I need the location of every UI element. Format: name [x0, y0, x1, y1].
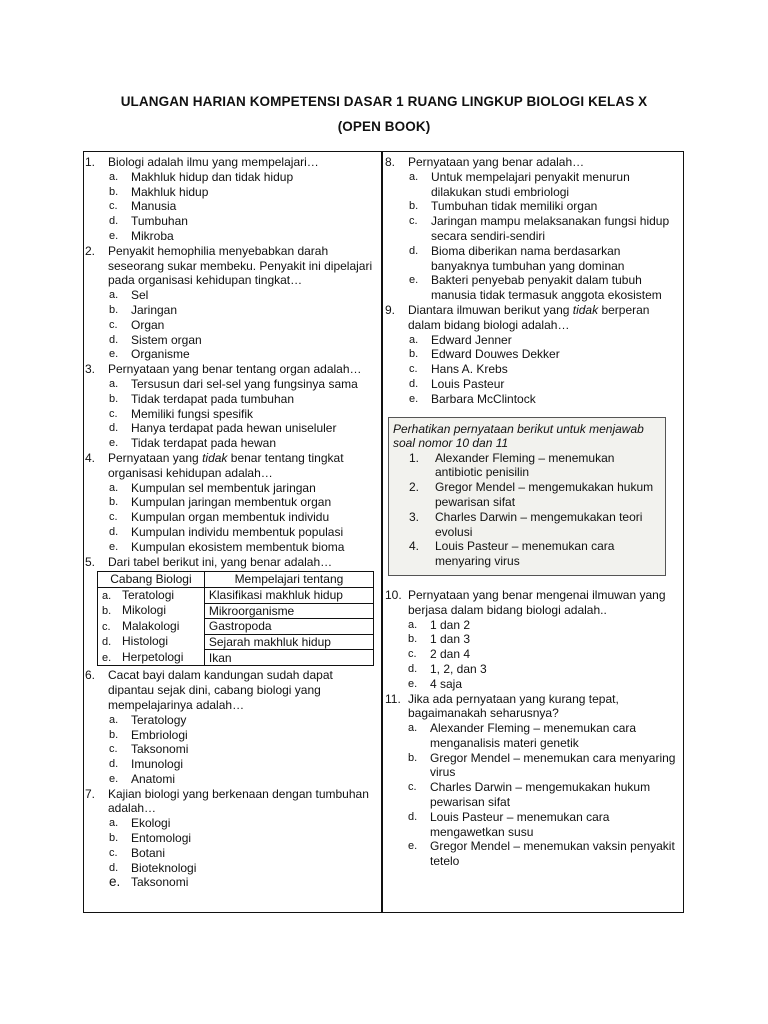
option-1d: [85, 214, 377, 229]
option-letter: d.: [409, 377, 419, 390]
option-text: Entomologi: [131, 831, 192, 846]
option-text: Edward Jenner: [431, 332, 512, 347]
option-text: 1, 2, dan 3: [430, 661, 487, 676]
option-4d: [85, 525, 377, 540]
option-letter: c.: [109, 846, 118, 859]
option-letter: d.: [408, 810, 418, 823]
option-text: Makhluk hidup dan tidak hidup: [131, 169, 294, 184]
option-letter: e.: [109, 540, 119, 553]
option-10a: [385, 618, 681, 633]
question-number: 8.: [385, 155, 396, 169]
question-number: 3.: [85, 362, 96, 377]
question-5: [85, 555, 377, 570]
note-item: [393, 480, 661, 510]
option-1c: [85, 199, 377, 214]
option-text: Edward Douwes Dekker: [431, 347, 560, 362]
option-10b: [385, 632, 681, 647]
note-item: [393, 510, 661, 540]
option-text: Untuk mempelajari penyakit menurun dilakukan studi embriologi: [431, 169, 630, 199]
option-2d: [85, 333, 377, 348]
option-4c: [85, 510, 377, 525]
question-text: Pernyataan yang benar adalah…: [408, 155, 585, 169]
option-letter: a.: [408, 722, 418, 735]
question-text: Biologi adalah ilmu yang mempelajari…: [108, 155, 319, 169]
note-text: Gregor Mendel – mengemukakan hukum pewarisan sifat: [435, 480, 654, 509]
option-1a: [85, 170, 377, 185]
option-letter: b.: [102, 605, 112, 618]
option-4a: [85, 481, 377, 496]
table-cell-study: Mikroorganisme: [204, 603, 373, 619]
option-letter: d.: [109, 861, 119, 874]
option-text: Imunologi: [131, 757, 184, 772]
option-text: Hanya terdapat pada hewan uniseluler: [131, 421, 337, 436]
question-2: [85, 244, 377, 288]
option-letter: a.: [109, 713, 119, 726]
option-10c: [385, 647, 681, 662]
option-text: Gregor Mendel – menemukan cara menyaring virus: [430, 750, 676, 780]
option-2e: [85, 347, 377, 362]
note-item: [393, 539, 661, 569]
option-2a: [85, 288, 377, 303]
table-cell-study: Klasifikasi makhluk hidup: [204, 587, 373, 603]
question-number: 6.: [85, 668, 96, 683]
option-text: Makhluk hidup: [131, 184, 209, 199]
note-item: [393, 451, 661, 481]
option-text: Taksonomi: [131, 742, 189, 757]
table-header: Cabang Biologi: [98, 572, 205, 588]
option-letter: a.: [408, 618, 418, 631]
option-letter: a.: [109, 817, 119, 830]
option-9e: [385, 392, 681, 407]
option-letter: c.: [109, 511, 118, 524]
option-9c: [385, 362, 681, 377]
note-number: 1.: [409, 450, 420, 465]
question-6: [85, 668, 377, 712]
option-text: Louis Pasteur: [431, 376, 505, 391]
table-cell-study: Ikan: [204, 650, 373, 666]
option-letter: a.: [109, 289, 119, 302]
option-text: Bakteri penyebab penyakit dalam tubuh manusia tidak termasuk anggota ekosistem: [431, 273, 662, 303]
text-before: Pernyataan yang: [108, 450, 203, 465]
option-8d: [385, 244, 681, 274]
table-cell-study: Sejarah makhluk hidup: [204, 634, 373, 650]
option-letter: c.: [109, 743, 118, 756]
option-letter: d.: [109, 333, 119, 346]
exam-subtitle: (OPEN BOOK): [337, 119, 431, 134]
option-letter: c.: [409, 215, 418, 228]
option-6a: [85, 713, 377, 728]
question-number: 11.: [385, 691, 401, 706]
option-text: Tersusun dari sel-sel yang fungsinya sama: [131, 376, 358, 391]
option-letter: e.: [409, 274, 419, 287]
option-letter: b.: [109, 185, 119, 198]
option-text: Louis Pasteur – menemukan cara mengawetkan susu: [430, 809, 610, 839]
option-letter: c.: [109, 200, 118, 213]
branch-name: Herpetologi: [122, 649, 184, 664]
option-4e: [85, 540, 377, 555]
question-text: Dari tabel berikut ini, yang benar adalah…: [108, 554, 333, 569]
option-letter: a.: [409, 170, 419, 183]
option-7b: [85, 831, 377, 846]
option-7e: [85, 875, 377, 890]
option-10e: [385, 677, 681, 692]
question-text: [108, 451, 377, 481]
table-row: [98, 619, 374, 635]
question-number: 9.: [385, 302, 396, 317]
option-text: Mikroba: [131, 228, 174, 243]
option-text: Jaringan: [131, 302, 178, 317]
note-text: Alexander Fleming – menemukan antibiotic penisilin: [435, 450, 615, 480]
option-1b: [85, 185, 377, 200]
question-text: [408, 303, 681, 333]
option-letter: e.: [109, 874, 121, 890]
option-letter: d.: [409, 244, 419, 257]
option-8e: [385, 273, 681, 303]
option-text: Jaringan mampu melaksanakan fungsi hidup secara sendiri-sendiri: [431, 214, 670, 243]
option-letter: b.: [109, 728, 119, 741]
option-letter: c.: [408, 781, 417, 794]
question-4: [85, 451, 377, 481]
option-text: Ekologi: [131, 816, 171, 831]
option-letter: d.: [109, 525, 119, 538]
option-letter: e.: [409, 392, 419, 405]
option-6d: [85, 757, 377, 772]
table-row: [98, 650, 374, 666]
table-cell-branch: [98, 650, 205, 666]
option-text: 1 dan 3: [430, 632, 471, 647]
option-text: Bioma diberikan nama berdasarkan banyaknya tumbuhan yang dominan: [431, 243, 625, 273]
table-cell-study: Gastropoda: [204, 619, 373, 635]
table-row: [98, 587, 374, 603]
option-text: Tidak terdapat pada hewan: [131, 436, 276, 451]
option-text: Teratology: [131, 712, 187, 727]
option-1e: [85, 229, 377, 244]
option-text: 2 dan 4: [430, 647, 471, 662]
option-8b: [385, 199, 681, 214]
option-letter: e.: [408, 677, 418, 690]
option-text: Kumpulan jaringan membentuk organ: [131, 495, 332, 510]
option-text: Tumbuhan: [131, 214, 188, 229]
question-number: 1.: [85, 155, 96, 169]
note-title: Perhatikan pernyataan berikut untuk menjawab soal nomor 10 dan 11: [393, 421, 644, 451]
option-letter: e.: [109, 229, 119, 242]
question-text: Cacat bayi dalam kandungan sudah dapat dipantau sejak dini, cabang biologi yang mempelajarinya adalah…: [108, 668, 333, 712]
option-text: Charles Darwin – mengemukakan hukum pewarisan sifat: [430, 780, 651, 810]
question-number: 10.: [385, 587, 402, 602]
option-letter: b.: [109, 832, 119, 845]
question-1: [85, 155, 377, 170]
option-letter: a.: [409, 333, 419, 346]
note-text: Charles Darwin – mengemukakan teori evolusi: [435, 509, 643, 539]
question-text: Kajian biologi yang berkenaan dengan tumbuhan adalah…: [108, 786, 369, 816]
question-number: 7.: [85, 786, 96, 801]
option-letter: c.: [109, 318, 118, 331]
option-letter: e.: [109, 772, 119, 785]
option-letter: c.: [409, 363, 418, 376]
option-text: Organ: [131, 317, 165, 332]
option-letter: d.: [109, 215, 119, 228]
option-letter: d.: [109, 422, 119, 435]
table-cell-branch: [98, 587, 205, 603]
option-text: Kumpulan ekosistem membentuk bioma: [131, 539, 345, 554]
option-11d: [385, 810, 681, 840]
note-number: 3.: [409, 509, 420, 524]
option-6c: [85, 742, 377, 757]
note-text: Louis Pasteur – menemukan cara menyaring virus: [435, 539, 615, 569]
option-letter: d.: [102, 636, 112, 649]
option-text: Sistem organ: [131, 332, 202, 347]
option-text: 4 saja: [430, 676, 463, 691]
option-text: Memiliki fungsi spesifik: [131, 406, 254, 421]
option-letter: b.: [408, 633, 418, 646]
branch-name: Malakologi: [122, 618, 180, 633]
option-text: Gregor Mendel – menemukan vaksin penyakit tetelo: [430, 839, 675, 869]
option-9a: [385, 333, 681, 348]
option-letter: e.: [109, 437, 119, 450]
question-text: Penyakit hemophilia menyebabkan darah seseorang sukar membeku. Penyakit ini dipelajari pada organisasi kehidupan tingkat…: [108, 243, 373, 288]
option-letter: d.: [109, 758, 119, 771]
text-after: berperan dalam bidang biologi adalah…: [408, 302, 650, 332]
question-9: [385, 303, 681, 333]
option-7d: [85, 861, 377, 876]
option-11c: [385, 780, 681, 810]
text-after: benar tentang tingkat organisasi kehidupan adalah…: [108, 450, 344, 480]
option-letter: c.: [102, 620, 111, 633]
option-6e: [85, 772, 377, 787]
option-letter: b.: [409, 200, 419, 213]
branch-name: Histologi: [122, 634, 169, 649]
option-letter: a.: [109, 481, 119, 494]
table-header-row: [98, 572, 374, 588]
question-number: 2.: [85, 243, 96, 258]
option-text: Kumpulan organ membentuk individu: [131, 510, 330, 525]
option-10d: [385, 662, 681, 677]
option-2c: [85, 318, 377, 333]
option-8a: [385, 170, 681, 200]
option-11b: [385, 751, 681, 781]
option-letter: b.: [408, 751, 418, 764]
option-text: Barbara McClintock: [431, 391, 536, 406]
option-text: Tidak terdapat pada tumbuhan: [131, 391, 295, 406]
option-letter: b.: [109, 392, 119, 405]
branch-name: Teratologi: [122, 587, 175, 602]
option-text: Taksonomi: [131, 875, 189, 890]
question-text: Pernyataan yang benar mengenai ilmuwan yang berjasa dalam bidang biologi adalah..: [408, 587, 666, 617]
option-6b: [85, 728, 377, 743]
option-7a: [85, 816, 377, 831]
table-row: [98, 634, 374, 650]
option-9b: [385, 347, 681, 362]
option-letter: c.: [408, 648, 417, 661]
question-8: [385, 155, 681, 170]
option-3b: [85, 392, 377, 407]
option-letter: a.: [109, 170, 119, 183]
table-header: Mempelajari tentang: [204, 572, 373, 588]
emphasis-word: tidak: [202, 450, 228, 465]
option-4b: [85, 495, 377, 510]
option-letter: b.: [109, 496, 119, 509]
option-letter: e.: [109, 348, 119, 361]
option-text: Alexander Fleming – menemukan cara menganalisis materi genetik: [430, 721, 637, 750]
table-cell-branch: [98, 603, 205, 619]
option-text: Embriologi: [131, 727, 188, 742]
column-divider: [381, 151, 383, 913]
table-cell-branch: [98, 634, 205, 650]
option-letter: b.: [409, 348, 419, 361]
option-8c: [385, 214, 681, 244]
question-11: [385, 692, 681, 722]
option-text: Tumbuhan tidak memiliki organ: [431, 199, 598, 214]
option-11a: [385, 721, 681, 751]
option-2b: [85, 303, 377, 318]
branch-name: Mikologi: [122, 603, 167, 618]
emphasis-word: tidak: [572, 302, 599, 317]
question-3: [85, 362, 377, 377]
question-10: [385, 588, 681, 618]
option-letter: d.: [408, 662, 418, 675]
biology-branch-table: [97, 571, 374, 666]
option-9d: [385, 377, 681, 392]
option-text: Kumpulan sel membentuk jaringan: [131, 480, 316, 495]
question-text: Jika ada pernyataan yang kurang tepat, bagaimanakah seharusnya?: [408, 691, 619, 721]
note-number: 4.: [409, 539, 420, 554]
table-cell-branch: [98, 619, 205, 635]
option-7c: [85, 846, 377, 861]
text-before: Diantara ilmuwan berikut yang: [408, 302, 573, 317]
option-letter: a.: [109, 377, 119, 390]
question-number: 4.: [85, 450, 96, 465]
option-text: 1 dan 2: [430, 617, 471, 632]
option-text: Bioteknologi: [131, 860, 197, 875]
option-text: Hans A. Krebs: [431, 362, 508, 377]
option-text: Botani: [131, 845, 166, 860]
option-letter: e.: [102, 651, 112, 664]
option-text: Manusia: [131, 199, 177, 214]
option-letter: c.: [109, 407, 118, 420]
option-text: Sel: [131, 288, 149, 303]
option-3c: [85, 407, 377, 422]
question-number: 5.: [85, 554, 96, 569]
option-3a: [85, 377, 377, 392]
option-text: Anatomi: [131, 771, 176, 786]
right-column: [385, 155, 681, 869]
option-text: Kumpulan individu membentuk populasi: [131, 524, 344, 539]
instruction-note-box: [388, 417, 666, 576]
exam-title: ULANGAN HARIAN KOMPETENSI DASAR 1 RUANG LINGKUP BIOLOGI KELAS X: [120, 94, 648, 109]
option-3e: [85, 436, 377, 451]
note-number: 2.: [409, 480, 420, 495]
left-column: [85, 155, 377, 890]
option-letter: e.: [408, 840, 418, 853]
question-7: [85, 787, 377, 817]
table-row: [98, 603, 374, 619]
option-letter: b.: [109, 303, 119, 316]
option-letter: a.: [102, 589, 112, 602]
option-11e: [385, 839, 681, 869]
option-3d: [85, 421, 377, 436]
option-text: Organisme: [131, 347, 190, 362]
question-text: Pernyataan yang benar tentang organ adalah…: [108, 362, 362, 377]
